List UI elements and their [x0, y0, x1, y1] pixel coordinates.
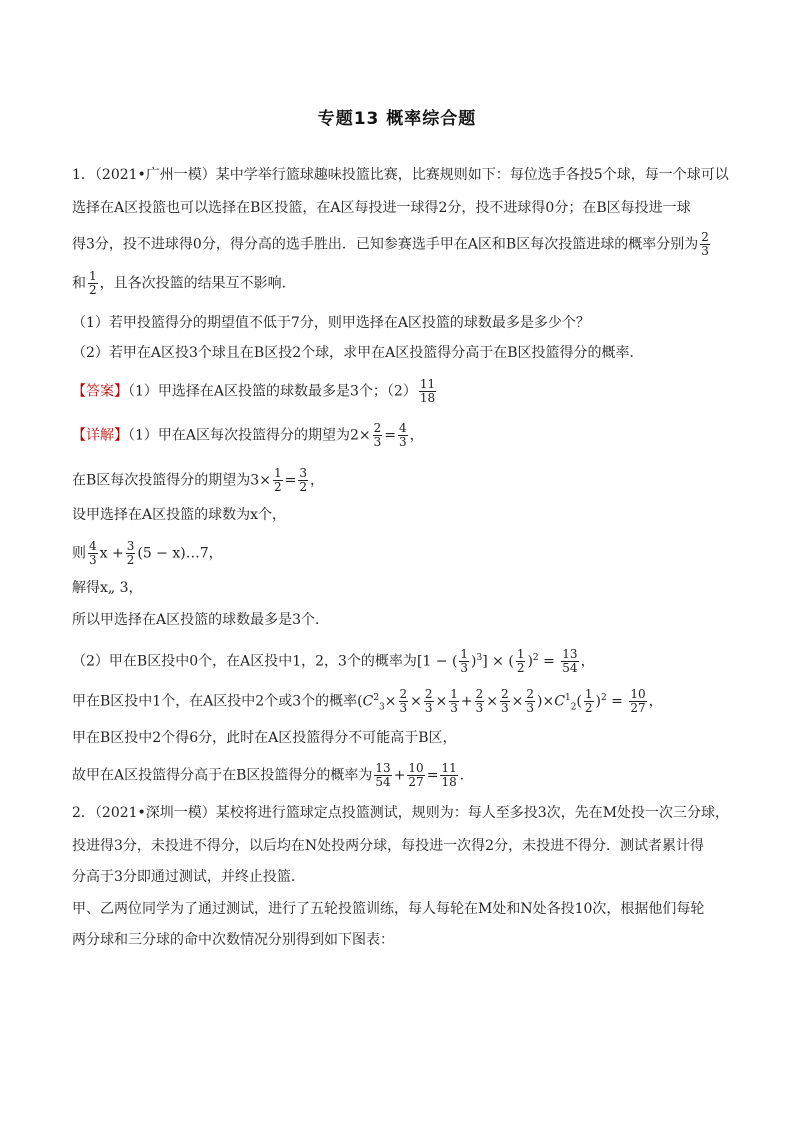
detail-tag: 【详解】: [72, 427, 128, 444]
q2-line-2: 投进得3分，未投进不得分，以后均在N处投两分球，每投进一次得2分，未投进不得分．测试者累计得: [72, 838, 705, 854]
fraction-11-18: $\frac{11}{18}$: [419, 377, 436, 405]
q2-line-3: 分高于3分即通过测试，并终止投篮．: [72, 869, 305, 885]
answer-line: 【答案】（1）甲选择在A区投篮的球数最多是3个；（2） $\frac{11}{18}$: [72, 377, 436, 405]
q1-part-2: （2）若甲在A区投3个球且在B区投2个球，求甲在A区投篮得分高于在B区投篮得分的概率．: [72, 345, 644, 361]
q1-line-2: 选择在A区投篮也可以选择在B区投篮，在A区每投进一球得2分，投不进球得0分；在B区每投进一球: [72, 200, 691, 216]
detail-line-3: 设甲选择在A区投篮的球数为x个，: [72, 507, 287, 523]
detail-line-1: 【详解】（1）甲在A区每次投篮得分的期望为2× $\frac{2}{3}$ = $\frac{4}{3}$ ，: [72, 421, 424, 449]
detail-line-10: 故甲在A区投篮得分高于在B区投篮得分的概率为 $\frac{13}{54}$ + $\frac{10}{27}$ = $\frac{11}{18}$ ．: [72, 761, 474, 789]
q2-line-4: 甲、乙两位同学为了通过测试，进行了五轮投篮训练，每人每轮在M处和N处各投10次，根据他们每轮: [72, 901, 705, 917]
fraction-1-2: $\frac{1}{2}$: [89, 269, 97, 297]
q1-line-4: 和 $\frac{1}{2}$ ，且各次投篮的结果互不影响．: [72, 269, 296, 297]
detail-line-7: （2）甲在B区投中0个，在A区投中1，2，3个的概率为[1 − ( $\frac{1}{3}$ )$^3$] × ( $\frac{1}{2}$ )$^2$ = $\frac{13}{54}$ ，: [72, 647, 595, 676]
detail-line-4: 则 $\frac{4}{3}$ x + $\frac{3}{2}$ (5 − x)…7，: [72, 539, 223, 567]
q1-line-1: 1．（2021•广州一模）某中学举行篮球趣味投篮比赛，比赛规则如下：每位选手各投5个球，每一个球可以: [72, 167, 729, 183]
answer-tag: 【答案】: [72, 383, 128, 400]
detail-line-5: 解得x„ 3，: [72, 580, 143, 596]
detail-line-6: 所以甲选择在A区投篮的球数最多是3个．: [72, 612, 330, 628]
detail-line-9: 甲在B区投中2个得6分，此时在A区投篮得分不可能高于B区，: [72, 730, 457, 746]
q1-line-3: 得3分，投不进球得0分，得分高的选手胜出．已知参赛选手甲在A区和B区每次投篮进球的概率分别为 $\frac{2}{3}$: [72, 230, 709, 258]
q1-part-1: （1）若甲投篮得分的期望值不低于7分，则甲选择在A区投篮的球数最多是多少个？: [72, 315, 590, 331]
fraction-2-3: $\frac{2}{3}$: [701, 230, 709, 258]
q2-line-5: 两分球和三分球的命中次数情况分别得到如下图表：: [72, 932, 394, 948]
detail-line-2: 在B区每次投篮得分的期望为3× $\frac{1}{2}$ = $\frac{3}{2}$ ，: [72, 466, 324, 494]
page-title: 专题13 概率综合题: [317, 109, 477, 129]
detail-line-8: 甲在B区投中1个，在A区投中2个或3个的概率($C^2_3\times$ $\frac{2}{3}$ × $\frac{2}{3}$ × $\frac{1}{3}$ + $\frac{2}{3}$ × $\frac{2}{3}$ × $\frac{2}{3}$ )$\times C^1_2$( $\frac{1}{2}$ )$^2$ = $\frac{10}{27}$ ，: [72, 687, 663, 716]
q2-line-1: 2．（2021•深圳一模）某校将进行篮球定点投篮测试，规则为：每人至多投3次，先在M处投一次三分球，: [72, 805, 730, 821]
